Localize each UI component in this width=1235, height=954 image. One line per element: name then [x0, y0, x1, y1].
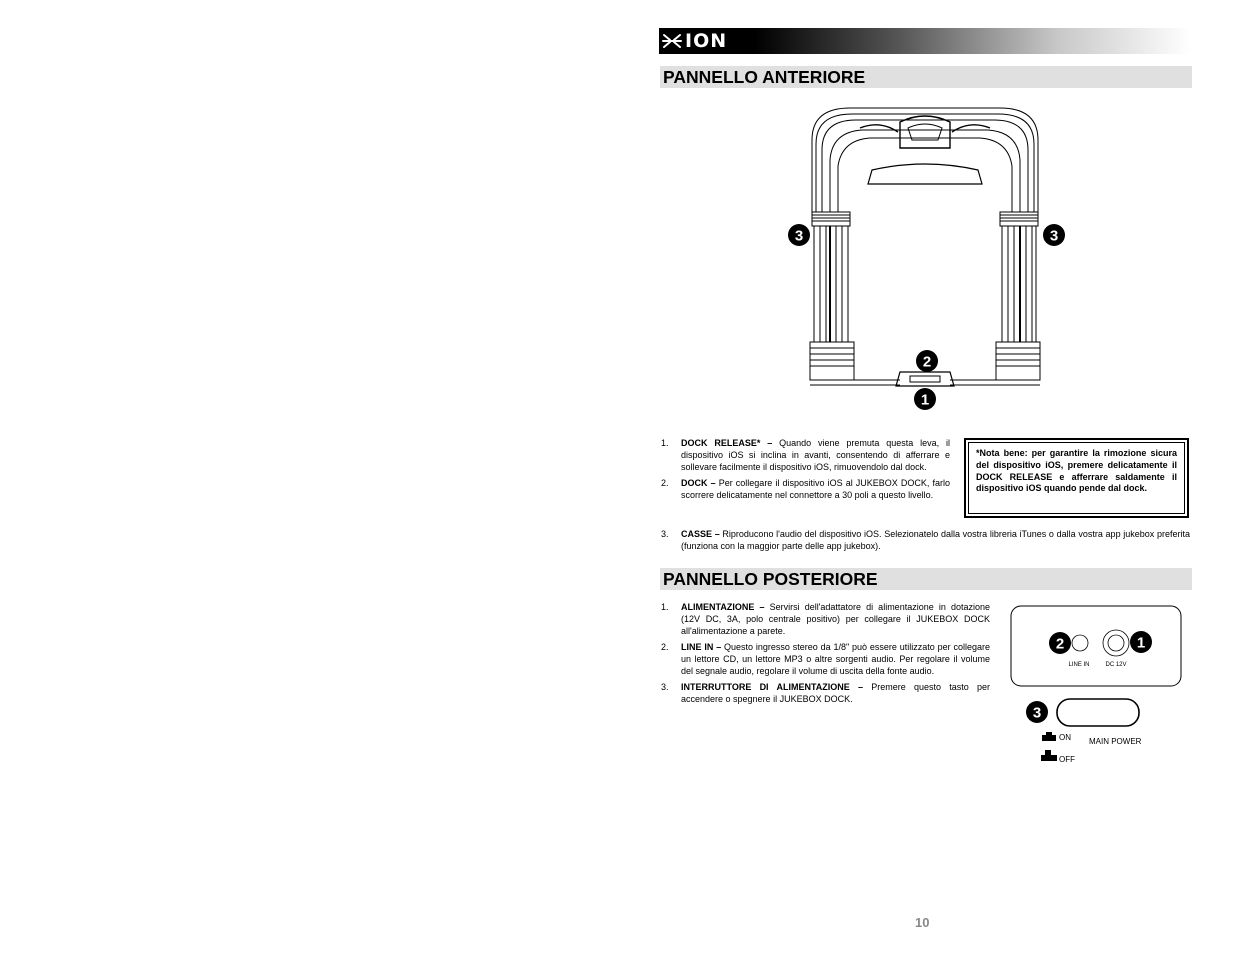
line-in-jack	[1072, 635, 1088, 651]
callout-1-text: 1	[920, 391, 930, 409]
callout-3-right-text: 3	[1049, 227, 1059, 245]
front-panel-list-continued	[659, 528, 1190, 556]
callout-3-left-text: 3	[794, 227, 804, 245]
note-text: *Nota bene: per garantire la rimozione sicura del dispositivo iOS, premere delicatamente il DOCK RELEASE e afferrare saldamente il dispositivo iOS quando pende dal dock.	[968, 442, 1185, 514]
on-switch-icon	[1042, 732, 1056, 741]
dock-connector	[896, 372, 954, 386]
starburst-icon	[662, 32, 682, 50]
dc-jack	[1103, 630, 1129, 656]
rear-panel-illustration	[1005, 600, 1190, 775]
rear-panel-list	[659, 601, 990, 709]
off-label: OFF	[1059, 755, 1075, 764]
callout-1-rear-text: 1	[1136, 634, 1146, 652]
brand-bar	[659, 28, 1191, 54]
callout-3-rear-text: 3	[1032, 704, 1042, 722]
rear-panel-outline	[1011, 606, 1181, 686]
ion-logo	[659, 30, 727, 52]
logo-text: ION	[685, 30, 728, 52]
list-item: 3. INTERRUTTORE DI ALIMENTAZIONE – Premere questo tasto per accendere o spegnere il JUKEBOX DOCK.	[661, 682, 990, 704]
list-item: 2. LINE IN – Questo ingresso stereo da 1/8" può essere utilizzato per collegare un lettore CD, un lettore MP3 o altre sorgenti audio. Per regolare il volume del segnale audio, regolare il volume di uscita della fonte audio.	[661, 642, 990, 676]
note-box	[964, 438, 1189, 518]
page-number: 10	[915, 915, 930, 930]
callout-2-rear-text: 2	[1055, 635, 1065, 653]
power-switch	[1057, 699, 1139, 726]
list-item: 1. DOCK RELEASE* – Quando viene premuta questa leva, il dispositivo iOS si inclina in avanti, consentendo di afferrare e sollevare facilmente il dispositivo iOS, rimuovendolo dal dock.	[661, 438, 950, 472]
main-power-label: MAIN POWER	[1089, 737, 1142, 746]
list-item: 2. DOCK – Per collegare il dispositivo iOS al JUKEBOX DOCK, farlo scorrere delicatamente nel connettore a 30 poli a questo livello.	[661, 478, 950, 500]
dc-label: DC 12V	[1105, 662, 1127, 668]
front-panel-title: PANNELLO ANTERIORE	[660, 66, 1192, 88]
front-panel-list	[659, 437, 950, 505]
list-item: 3. CASSE – Riproducono l'audio del dispositivo iOS. Selezionatelo dalla vostra libreria iTunes o dalla vostra app jukebox preferita (funziona con la maggior parte delle app jukebox).	[661, 529, 1190, 551]
list-item: 1. ALIMENTAZIONE – Servirsi dell'adattatore di alimentazione in dotazione (12V DC, 3A, polo centrale positivo) per collegare il JUKEBOX DOCK all'alimentazione a parete.	[661, 602, 990, 636]
jukebox-front-illustration	[780, 100, 1070, 415]
callout-2-text: 2	[922, 353, 932, 371]
on-label: ON	[1059, 733, 1071, 742]
line-in-label: LINE IN	[1068, 662, 1090, 668]
rear-panel-title: PANNELLO POSTERIORE	[660, 568, 1192, 590]
off-switch-icon	[1041, 750, 1057, 761]
